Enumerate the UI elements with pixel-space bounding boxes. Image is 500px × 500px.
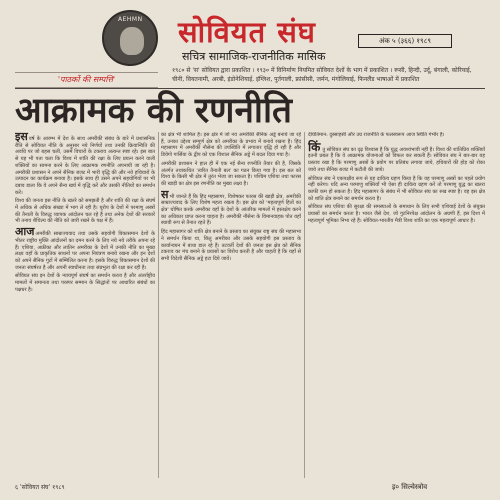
article-column-1 — [15, 132, 155, 478]
paragraph-text: सोवियत संघ एशिया की सुरक्षा की समस्याओं के समाधान के लिए सभी एशियाई देशों के संयुक्त प्रयासों का समर्थन करता है। भारत जैसे देश, जो गुटनिरपेक्ष आंदोलन के अग्रणी हैं, इस दिशा में महत्वपूर्ण भूमिका निभा रहे हैं। सोवियत-भारतीय मैत्री विश्व शांति का एक महत्वपूर्ण आधार है। — [308, 204, 485, 224]
article-paragraph — [161, 187, 301, 228]
paragraph-text: तु सोवियत संघ का दृढ़ विश्वास है कि युद्ध अवश्यंभावी नहीं है। विश्व की शांतिप्रिय शक्तियाँ इतनी प्रबल हैं कि वे आक्रामक योजनाओं को विफल कर सकती हैं। सोवियत संघ ने बार-बार यह प्रस्ताव रखा है कि परमाणु अस्त्रों के प्रयोग पर प्रतिबंध लगाया जाये, हथियारों की होड़ को रोका जाये तथा सैनिक बजट में कटौती की जाये। — [308, 146, 485, 173]
paragraph-text: अमरीकी साम्राज्यवाद तथा उसके सहयोगी विकासमान देशों के भीतर राष्ट्रीय मुक्ति आंदोलनों का दमन करने के लिए नये नये तरीके अपना रहे हैं। एशिया, अफ्रीका और लातिन अमरीका के देशों में उनकी नीति का मुख्य लक्ष्य वहाँ के प्राकृतिक साधनों पर अपना नियंत्रण बनाये रखना और इन देशों को अपने सैनिक गुटों में सम्मिलित करना है। इसके विरुद्ध विकासमान देशों की जनता संघर्षरत है और अपनी स्वाधीनता तथा संप्रभुता की रक्षा कर रही है। — [15, 231, 155, 271]
header-rule — [15, 88, 485, 89]
paragraph-text: अमरीकी प्रशासन ने हाल ही में एक नई सैन्य रणनीति तैयार की है, जिसके अंतर्गत तथाकथित 'त्वरित तैनाती बल' का गठन किया गया है। इस बल को विश्व के किसी भी क्षेत्र में तुरंत भेजा जा सकता है। पश्चिम एशिया तथा फारस की खाड़ी का क्षेत्र इस रणनीति का मुख्य लक्ष्य है। — [161, 160, 301, 187]
paragraph-lead: इस — [15, 132, 28, 143]
column-divider — [304, 132, 305, 478]
logo-text: AEHMN — [118, 16, 143, 23]
section-tag: 'पाठकों की सम्पत्ति' — [15, 72, 158, 88]
paragraph-lead: स — [161, 187, 169, 201]
article-column-2 — [161, 132, 301, 478]
article-paragraph — [15, 273, 155, 293]
paragraph-text: सोवियत संघ ने एकपक्षीय रूप से यह दायित्व ग्रहण किया है कि वह परमाणु अस्त्रों का पहले प्रयोग नहीं करेगा। यदि अन्य परमाणु शक्तियाँ भी ऐसा ही दायित्व ग्रहण करें तो परमाणु युद्ध का खतरा काफी कम हो सकता है। हिंद महासागर के संबंध में भी सोवियत संघ का रुख स्पष्ट है। वह इस क्षेत्र को शांति क्षेत्र बनाने का समर्थन करता है। — [308, 175, 485, 202]
paragraph-text: सोवियत संघ इन देशों के न्यायपूर्ण संघर्ष का समर्थन करता है और अंतर्राष्ट्रीय मामलों में समानता तथा परस्पर सम्मान के सिद्धांतों पर आधारित संबंधों का पक्षधर है। — [15, 273, 155, 293]
paragraph-text: वर्ष के आरम्भ में देश के साथ अमरीकी संबंध के बारे में प्रशासनिक रीति से सोवियत नीति के अनुसार नये निर्णयों तथा उनकी क्रियान्विति की अवधि पर जो बहस चली, उसमें विचारों के टकराव अत्यन्त स्पष्ट रहे। इस बात से यह भी पता चला कि विश्व में शांति की रक्षा के लिए प्रयत्न करने वाली शक्तियों का सामना करने के लिए आक्रामक रणनीति अपनायी जा रही है। अमरीकी प्रशासन ने अपने सैनिक बजट में भारी वृद्धि की और नये हथियारों के उत्पादन का कार्यक्रम बनाया है। इसके साथ ही उसने अपने सहयोगियों पर भी दबाव डाला कि वे अपने सैन्य खर्च में वृद्धि करें और उसकी नीतियों का समर्थन करें। — [15, 136, 155, 196]
article-paragraph — [308, 204, 485, 224]
paragraph-text: भी जानते हैं कि हिंद महासागर, विशेषकर फारस की खाड़ी क्षेत्र, अमरीकी साम्राज्यवाद के लिए विशेष महत्व रखता है। इस क्षेत्र को 'महत्वपूर्ण हितों का क्षेत्र' घोषित करके अमरीका वहाँ के देशों के आंतरिक मामलों में हस्तक्षेप करने का अधिकार प्राप्त करना चाहता है। अमरीकी नौसेना के विमानवाहक पोत यहाँ स्थायी रूप से तैनात रहते हैं। — [161, 193, 301, 227]
article-paragraph — [161, 229, 301, 263]
article-paragraph — [161, 132, 301, 159]
article-paragraph — [308, 132, 485, 139]
article-paragraph — [308, 176, 485, 203]
masthead — [0, 0, 500, 88]
paragraph-text: विश्व की जनता इस नीति के खतरे को समझती है और शांति की रक्षा के संघर्ष में अधिक से अधिक संख्या में भाग ले रही है। यूरोप के देशों में परमाणु अस्त्रों की तैनाती के विरुद्ध व्यापक आंदोलन चल रहे हैं तथा अनेक देशों की सरकारें भी तनाव शैथिल्य की नीति को जारी रखने के पक्ष में हैं। — [15, 198, 155, 225]
column-divider — [158, 132, 159, 478]
paragraph-lead: आज — [15, 225, 35, 239]
article-paragraph — [161, 161, 301, 188]
article-paragraph — [15, 132, 155, 196]
issue-number: अंक ५ (३६६) १९८९ — [358, 34, 452, 48]
article-column-3 — [308, 132, 485, 478]
magazine-logo — [102, 10, 158, 66]
magazine-tagline: सचित्र सामाजिक-राजनीतिक मासिक — [182, 50, 326, 63]
page-footer: ६ 'सोवियत संघ' १९८९ — [15, 484, 65, 491]
magazine-title: सोवियत संघ — [178, 15, 316, 49]
article-paragraph — [15, 227, 155, 271]
paragraph-text: का क्षेत्र भी शामिल है। इस क्षेत्र में जो नव अमरीकी सैनिक अड्डे बनाये जा रहे हैं, उनका उद्देश्य सम्पूर्ण क्षेत्र को अमरीका के प्रभाव में बनाये रखना है। हिंद महासागर में अमरीकी नौसेना की उपस्थिति में लगातार वृद्धि हो रही है और डियेगो गार्सिया के द्वीप को एक विशाल सैनिक अड्डे में बदल दिया गया है। — [161, 132, 301, 159]
paragraph-lead: किं — [308, 139, 321, 154]
article-headline: आक्रामक की रणनीति — [15, 90, 292, 131]
author-byline: इ० सिल्वेस्त्रोव — [392, 483, 428, 491]
logo-portrait — [120, 27, 144, 55]
article-paragraph — [15, 198, 155, 225]
paragraph-text: दीर्घतिमान: दुस्साहसी और उग्र राजनीति के फलस्वरूप आज स्थिति गंभीर है। — [308, 132, 445, 138]
article-paragraph — [308, 141, 485, 174]
language-info: १९८० से 'स' सोवियत द्वारा प्रकाशित । १९३० में विनिर्माण नियमित सोवियत देशों के भाग में प्रकाशित । रूसी, हिन्दी, उर्दू, बंगाली, कोरियाई, चीनी, वियतनामी, अरबी, इंडोनेशियाई, इंग्लिश, पुर्तगाली, फ्रांसीसी, जर्मन, मंगोलियाई, फिनलैंड भाषाओं में प्रकाशित — [172, 67, 472, 83]
paragraph-text: हिंद महासागर को शांति क्षेत्र बनाने के प्रस्ताव का संयुक्त राष्ट्र संघ की महासभा ने समर्थन किया था, किंतु अमरीका और उसके सहयोगी इस प्रस्ताव के कार्यान्वयन में बाधा डाल रहे हैं। तटवर्ती देशों की जनता इस क्षेत्र को सैनिक टकराव का मंच बनाने के प्रयासों का विरोध करती है और चाहती है कि यहाँ से सभी विदेशी सैनिक अड्डे हटा दिये जायें। — [161, 229, 301, 262]
